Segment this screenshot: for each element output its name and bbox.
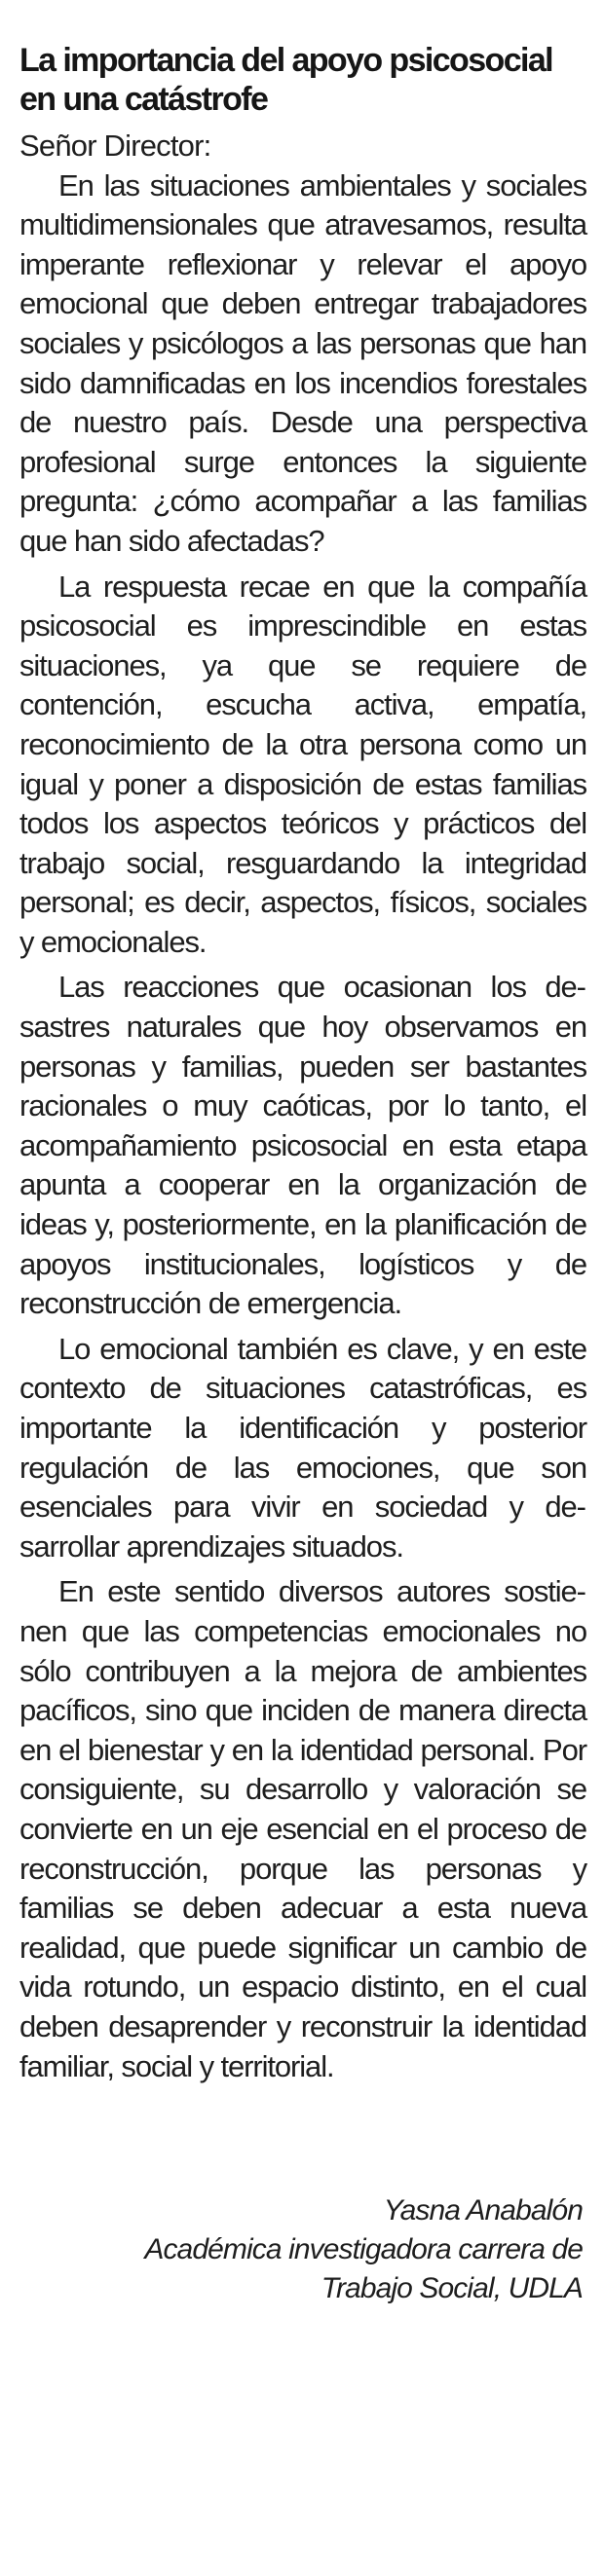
author-role-line-1: Académica investigadora carrera de bbox=[144, 2233, 583, 2266]
paragraph-5: En este sentido diversos autores sostienen que las competencias emocionales no sólo contribuyen a la mejora de ambientes pacíficos, sino que inciden de manera directa en el bienestar y en la identidad personal. Por consiguiente, su desarrollo y valoración se convierte en un eje esencial en el proceso de reconstrucción, porque las personas y familias se deben adecuar a esta nueva realidad, que puede significar un cambio de vida rotundo, un espacio distinto, en el cual deben desaprender y reconstruir la identidad familiar, social y territorial. bbox=[19, 1574, 586, 2083]
letter-to-editor bbox=[19, 41, 586, 2308]
paragraph-4: Lo emocional también es clave, y en este contexto de situaciones catastróficas, es importante la identificación y posterior regulación de las emociones, que son esenciales para vivir en sociedad y desarrollar aprendizajes situados. bbox=[19, 1331, 586, 1564]
author-role-line-2: Trabajo Social, UDLA bbox=[321, 2272, 583, 2305]
letter-body bbox=[19, 166, 586, 2087]
signature-block bbox=[19, 2191, 586, 2308]
paragraph-3: Las reacciones que ocasionan los desastres naturales que hoy observamos en personas y familias, pueden ser bastantes racionales o muy caóticas, por lo tanto, el acompañamiento psicosocial en esta etapa apunta a cooperar en la organización de ideas y, posteriormente, en la planificación de apoyos institucionales, logísticos y de reconstrucción de emergencia. bbox=[19, 970, 586, 1321]
paragraph-2: La respuesta recae en que la compañía psicosocial es imprescindible en estas situaciones, ya que se requiere de contención, escucha activa, empatía, reconocimiento de la otra persona como un igual y poner a disposición de estas familias todos los aspectos teóricos y prácticos del trabajo social, resguardando la integridad personal; es decir, aspectos, físicos, sociales y emocionales. bbox=[19, 569, 586, 959]
salutation: Señor Director: bbox=[19, 129, 211, 163]
headline: La importancia del apoyo psicosocial en una catástrofe bbox=[19, 42, 553, 118]
paragraph-1: En las situaciones ambientales y sociales multidimensionales que atravesamos, resulta imperante reflexionar y relevar el apoyo emocional que deben entregar trabajadores sociales y psicólogos a las personas que han sido damnificadas en los incendios forestales de nuestro país. Desde una perspectiva profesional surge entonces la siguiente pregunta: ¿cómo acompañar a las familias que han sido afectadas? bbox=[19, 167, 586, 558]
author-name: Yasna Anabalón bbox=[383, 2194, 583, 2227]
